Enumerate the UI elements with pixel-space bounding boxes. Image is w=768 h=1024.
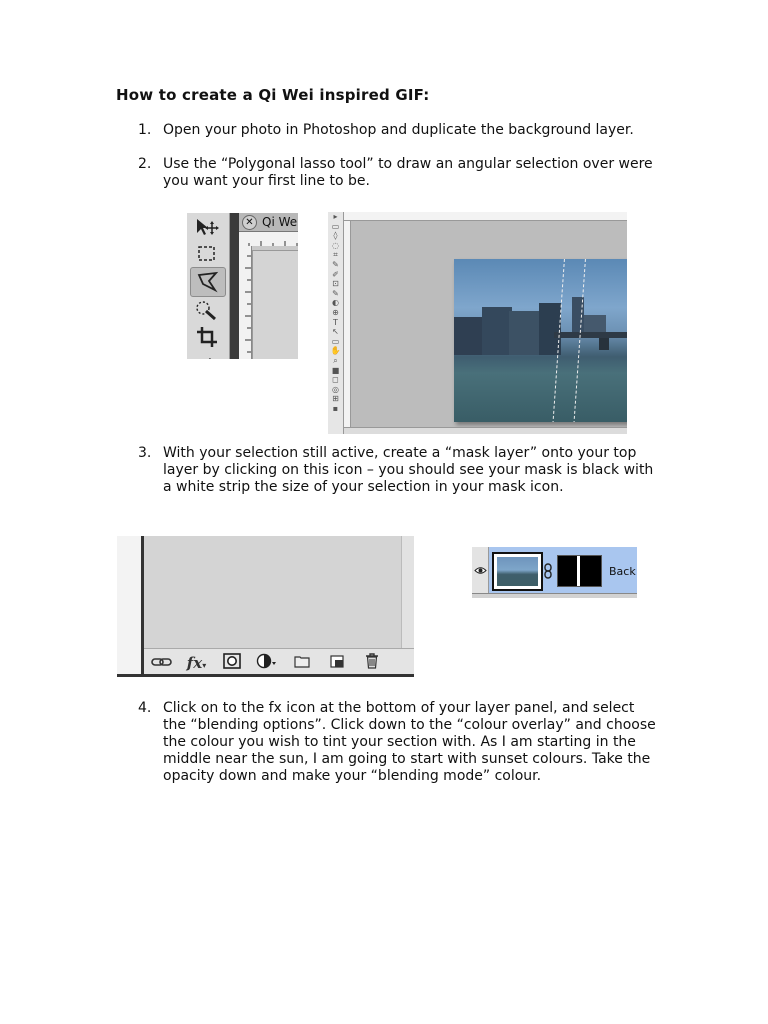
step-text: With your selection still active, create a “mask layer” onto your top layer by clicking on this icon – you should see your mask is black with a white strip the size of your selection in your mask icon. (163, 445, 654, 495)
adjustment-layer-icon[interactable] (249, 653, 284, 673)
step-3 (138, 445, 658, 496)
fx-icon[interactable]: fx▾ (186, 653, 207, 672)
status-bar (344, 427, 627, 434)
trash-icon[interactable] (354, 653, 389, 673)
horizontal-ruler (239, 232, 298, 247)
vertical-ruler (344, 221, 351, 434)
river-photo (454, 259, 627, 422)
canvas-area (351, 221, 627, 427)
eye-icon[interactable] (472, 547, 489, 593)
crop-tool-icon (190, 323, 224, 351)
polygonal-lasso-tool-icon (190, 267, 226, 297)
step-number: 1. (138, 122, 152, 138)
layer-thumbnail (492, 552, 543, 591)
step-number: 2. (138, 156, 152, 172)
step-2 (138, 156, 658, 190)
toolbox-screenshot (187, 213, 298, 359)
step-text: Open your photo in Photoshop and duplicate the background layer. (163, 122, 634, 138)
step-text: Use the “Polygonal lasso tool” to draw an angular selection over were you want your first line to be. (163, 156, 653, 189)
toolbox-panel (187, 213, 230, 359)
selection-screenshot (328, 212, 627, 434)
link-icon[interactable] (144, 654, 179, 672)
step-text: Click on to the fx icon at the bottom of your layer panel, and select the “blending options”. Click down to the “colour overlay” and choose the colour you wish to tint your section with. As I am starting in the middle near the sun, I am going to start with sunset colours. Take the opacity down and make your “blending mode” colour. (163, 700, 656, 784)
new-layer-icon[interactable] (319, 654, 354, 672)
scrollbar (401, 536, 414, 648)
step-number: 3. (138, 445, 152, 461)
layer-name: Back (609, 565, 636, 578)
step-4 (138, 700, 658, 785)
add-mask-icon[interactable] (214, 653, 249, 673)
document-tab (239, 213, 298, 232)
layer-panel-screenshot (117, 536, 414, 677)
group-folder-icon[interactable] (284, 654, 319, 672)
canvas-area (252, 246, 298, 359)
step-number: 4. (138, 700, 152, 716)
layer-row[interactable] (472, 547, 637, 594)
step-1 (138, 122, 658, 139)
document-tab-label: Qi We (262, 215, 298, 229)
mask-link-icon[interactable] (542, 563, 554, 582)
quick-selection-tool-icon (190, 296, 224, 324)
layer-panel-footer (144, 648, 414, 676)
close-icon: ✕ (242, 215, 257, 230)
horizontal-ruler (344, 212, 627, 221)
brush-tool-icon (190, 349, 224, 359)
mask-thumbnail (557, 555, 602, 587)
document-title: How to create a Qi Wei inspired GIF: (116, 86, 430, 104)
vertical-ruler (239, 246, 252, 359)
marquee-tool-icon (190, 240, 224, 268)
layers-list-area (144, 536, 412, 648)
layer-row-screenshot (472, 547, 637, 598)
panel-divider (230, 213, 239, 359)
fx-label: fx (186, 653, 203, 672)
toolbox-panel: ▸ ▭ ◊ ◌ ⌗ ✎ ✐ ⊡ ✎ ◐ ⊕ T ↖ ▭ ✋ ⌕ ■ ◻ ◎ ⊞ ▪ (328, 212, 344, 434)
move-tool-icon (190, 213, 224, 241)
